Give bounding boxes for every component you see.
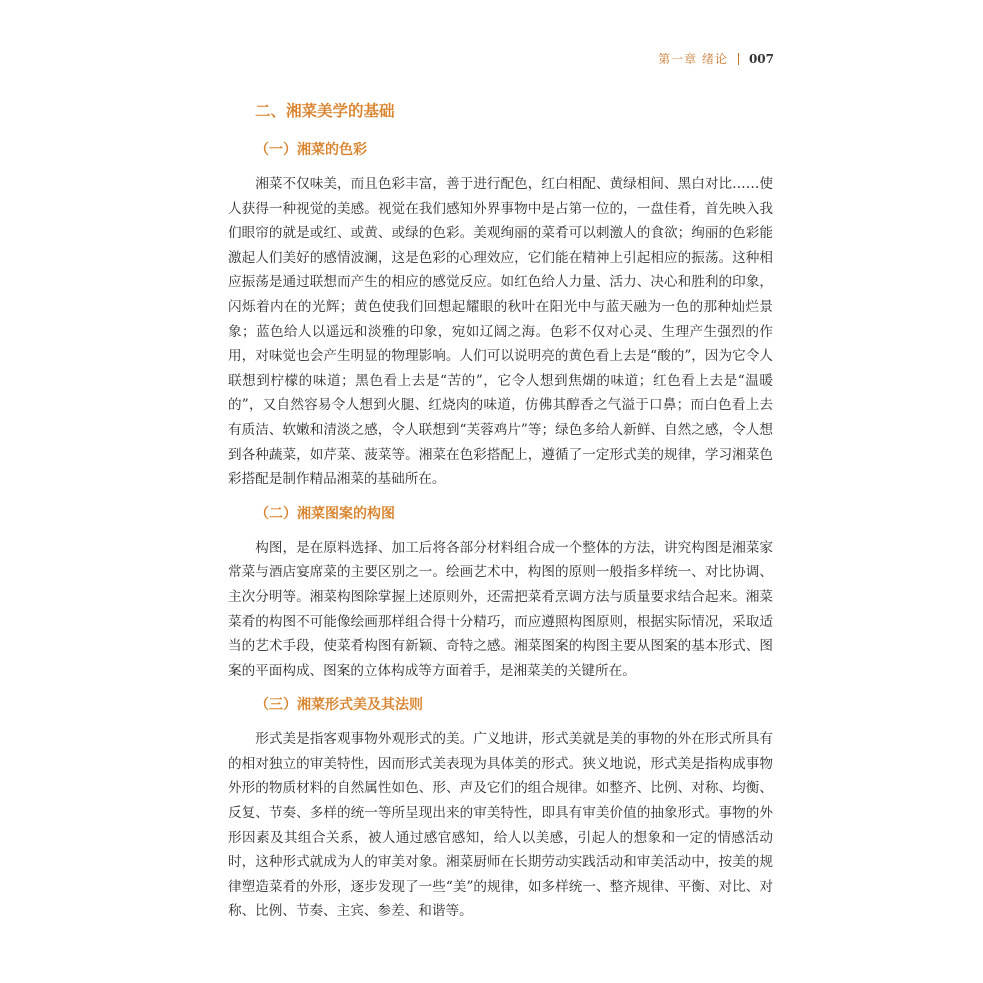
page-body xyxy=(228,98,773,934)
subsection-title-form-beauty: （三）湘菜形式美及其法则 xyxy=(255,697,423,714)
section-title: 二、湘菜美学的基础 xyxy=(255,101,395,120)
chapter-label: 第一章 绪论 xyxy=(658,52,728,66)
subsection-title-color: （一）湘菜的色彩 xyxy=(255,142,367,158)
header-divider xyxy=(738,53,739,65)
subsection-title-composition: （二）湘菜图案的构图 xyxy=(255,505,395,522)
paragraph-color: 湘菜不仅味美，而且色彩丰富，善于进行配色，红白相配、黄绿相间、黑白对比……使人获得一种视觉的美感。视觉在我们感知外界事物中是占第一位的，一盘佳肴，首先映入我们眼帘的就是或红、或黄、或绿的色彩。美观绚丽的菜肴可以刺激人的食欲；绚丽的色彩能激起人们美好的感情波澜，这是色彩的心理效应，它们能在精神上引起相应的振荡。这种相应振荡是通过联想而产生的相应的感觉反应。如红色给人力量、活力、决心和胜利的印象，闪烁着内在的光辉；黄色使我们回想起耀眼的秋叶在阳光中与蓝天融为一色的那种灿烂景象；蓝色给人以遥远和淡雅的印象，宛如辽阔之海。色彩不仅对心灵、生理产生强烈的作用，对味觉也会产生明显的物理影响。人们可以说明亮的黄色看上去是“酸的”，因为它令人联想到柠檬的味道；黑色看上去是“苦的”，它令人想到焦煳的味道；红色看上去是“温暖的”，又自然容易令人想到火腿、红烧肉的味道，仿佛其醇香之气溢于口鼻；而白色看上去有质洁、软嫩和清淡之感，令人联想到“芙蓉鸡片”等；绿色多给人新鲜、自然之感，令人想到各种蔬菜，如芹菜、菠菜等。湘菜在色彩搭配上，遵循了一定形式美的规律，学习湘菜色彩搭配是制作精品湘菜的基础所在。 xyxy=(228,176,773,488)
running-header xyxy=(658,50,774,67)
paragraph-composition: 构图，是在原料选择、加工后将各部分材料组合成一个整体的方法，讲究构图是湘菜家常菜与酒店宴席菜的主要区别之一。绘画艺术中，构图的原则一般指多样统一、对比协调、主次分明等。湘菜构图除掌握上述原则外，还需把菜肴烹调方法与质量要求结合起来。湘菜菜肴的构图不可能像绘画那样组合得十分精巧，而应遵照构图原则，根据实际情况，采取适当的艺术手段，使菜肴构图有新颖、奇特之感。湘菜图案的构图主要从图案的基本形式、图案的平面构成、图案的立体构成等方面着手，是湘菜美的关键所在。 xyxy=(228,539,773,679)
page-number: 007 xyxy=(748,51,774,66)
paragraph-form-beauty: 形式美是指客观事物外观形式的美。广义地讲，形式美就是美的事物的外在形式所具有的相对独立的审美特性，因而形式美表现为具体美的形式。狭义地说，形式美是指构成事物外形的物质材料的自然属性如色、形、声及它们的组合规律。如整齐、比例、对称、均衡、反复、节奏、多样的统一等所呈现出来的审美特性，即具有审美价值的抽象形式。事物的外形因素及其组合关系，被人通过感官感知，给人以美感，引起人的想象和一定的情感活动时，这种形式就成为人的审美对象。湘菜厨师在长期劳动实践活动和审美活动中，按美的规律塑造菜肴的外形，逐步发现了一些“美”的规律，如多样统一、整齐规律、平衡、对比、对称、比例、节奏、主宾、参差、和谐等。 xyxy=(228,731,773,920)
